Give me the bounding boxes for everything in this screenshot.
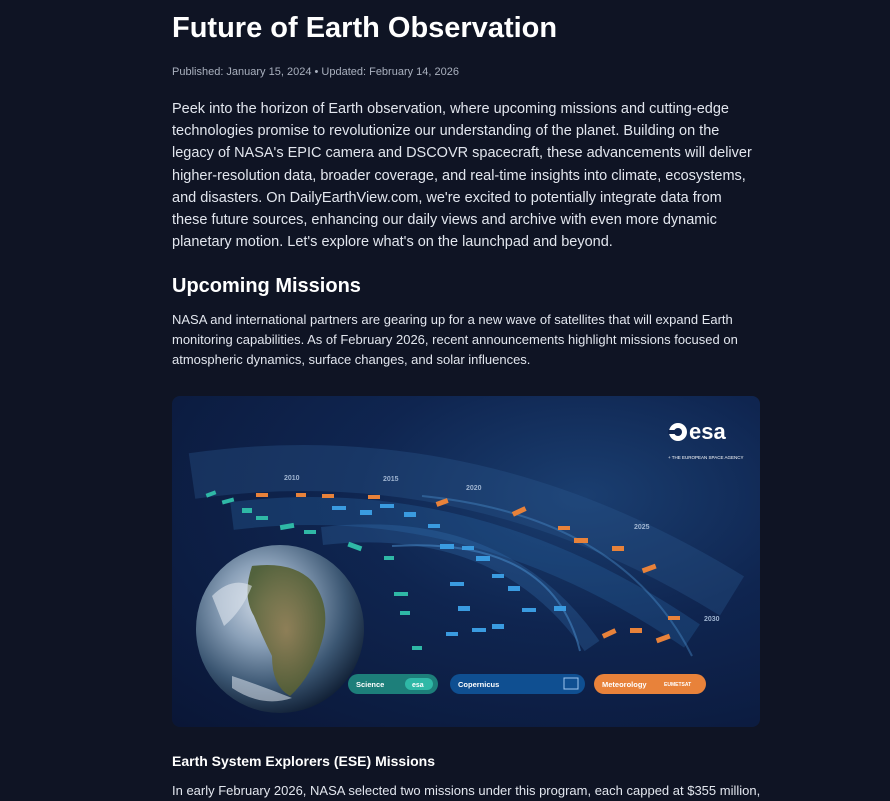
subsection-heading-ese: Earth System Explorers (ESE) Missions bbox=[172, 753, 435, 769]
legend-meteorology-label: Meteorology bbox=[602, 680, 647, 689]
subsection-paragraph: In early February 2026, NASA selected two missions under this program, each capped at $355 million, bbox=[172, 783, 761, 798]
legend-meteorology-badge: EUMETSAT bbox=[664, 682, 692, 688]
section-paragraph: NASA and international partners are gearing up for a new wave of satellites that will expand Earth monitoring capabilities. As of February 2026, recent announcements highlight missions focused on atmospheric dynamics, surface changes, and solar influences. bbox=[172, 312, 738, 368]
year-label: 2010 bbox=[284, 475, 300, 482]
publish-meta: Published: January 15, 2024 • Updated: February 14, 2026 bbox=[172, 66, 459, 78]
legend-science-label: Science bbox=[356, 680, 385, 689]
article-content bbox=[172, 0, 760, 370]
earth-globe bbox=[196, 545, 364, 713]
year-label: 2020 bbox=[466, 485, 482, 492]
infographic-svg bbox=[172, 396, 760, 727]
year-label: 2015 bbox=[383, 476, 399, 483]
legend bbox=[348, 674, 706, 694]
page-title: Future of Earth Observation bbox=[172, 12, 558, 44]
year-label: 2025 bbox=[634, 524, 650, 531]
section-heading-upcoming-missions: Upcoming Missions bbox=[172, 275, 361, 298]
esa-logo-text: esa bbox=[689, 419, 726, 444]
esa-tagline: + THE EUROPEAN SPACE AGENCY bbox=[668, 455, 744, 460]
esa-logo bbox=[668, 419, 743, 460]
year-label: 2030 bbox=[704, 616, 720, 623]
legend-science-badge: esa bbox=[412, 682, 424, 689]
legend-copernicus-label: Copernicus bbox=[458, 680, 500, 689]
intro-paragraph: Peek into the horizon of Earth observation, where upcoming missions and cutting-edge technologies promise to revolutionize our understanding of the planet. Building on the legacy of NASA's EPIC camera and DSCOVR spacecraft, these advancements will deliver higher-resolution data, broader coverage, and real-time insights into climate, ecosystems, and disasters. On DailyEarthView.com, we're excited to potentially integrate data from these future sources, enhancing our daily views and archive with even more dynamic planetary motion. Let's explore what's on the launchpad and beyond. bbox=[172, 101, 752, 251]
esa-missions-infographic bbox=[172, 396, 760, 727]
